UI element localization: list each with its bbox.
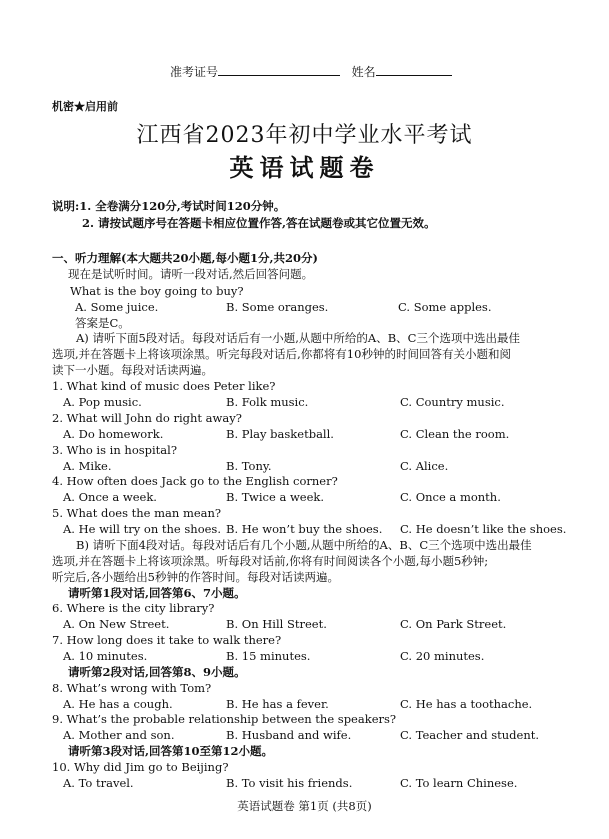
part-a-instructions-1: A) 请听下面5段对话。每段对话后有一小题,从题中所给的A、B、C三个选项中选出最佳 bbox=[76, 331, 520, 345]
sample-question: What is the boy going to buy? bbox=[70, 284, 244, 298]
q9-option-c: C. Teacher and student. bbox=[400, 728, 540, 742]
q8-option-c: C. He has a toothache. bbox=[400, 697, 533, 711]
dialog-1-prompt: 请听第1段对话,回答第6、7小题。 bbox=[68, 586, 246, 600]
q3-option-b: B. Tony. bbox=[226, 459, 272, 473]
question-6: 6. Where is the city library? bbox=[52, 601, 215, 615]
q7-option-c: C. 20 minutes. bbox=[400, 649, 485, 663]
q1-option-a: A. Pop music. bbox=[63, 395, 142, 409]
q2-option-a: A. Do homework. bbox=[63, 427, 164, 441]
part-b-instructions-1: B) 请听下面4段对话。每段对话后有几个小题,从题中所给的A、B、C三个选项中选出最佳 bbox=[76, 538, 532, 552]
q9-option-b: B. Husband and wife. bbox=[226, 728, 352, 742]
q5-option-a: A. He will try on the shoes. bbox=[63, 522, 221, 536]
exam-header bbox=[170, 63, 452, 80]
question-8: 8. What’s wrong with Tom? bbox=[52, 681, 212, 695]
sample-option-c: C. Some apples. bbox=[398, 300, 492, 314]
question-5: 5. What does the man mean? bbox=[52, 506, 222, 520]
q5-option-b: B. He won’t buy the shoes. bbox=[226, 522, 383, 536]
sample-option-b: B. Some oranges. bbox=[226, 300, 329, 314]
exam-number-label: 准考证号 bbox=[170, 65, 219, 79]
page-footer: 英语试题卷 第1页 (共8页) bbox=[237, 799, 372, 813]
exam-number-blank bbox=[218, 65, 340, 76]
q6-option-c: C. On Park Street. bbox=[400, 617, 507, 631]
question-2: 2. What will John do right away? bbox=[52, 411, 242, 425]
q4-option-b: B. Twice a week. bbox=[226, 490, 325, 504]
q8-option-a: A. He has a cough. bbox=[63, 697, 173, 711]
q3-option-a: A. Mike. bbox=[63, 459, 112, 473]
q8-option-b: B. He has a fever. bbox=[226, 697, 329, 711]
part-a-instructions-3: 读下一小题。每段对话读两遍。 bbox=[52, 363, 213, 377]
notes-label: 说明: bbox=[52, 199, 80, 213]
name-label: 姓名 bbox=[351, 65, 376, 79]
question-1: 1. What kind of music does Peter like? bbox=[52, 379, 276, 393]
q6-option-a: A. On New Street. bbox=[63, 617, 170, 631]
question-4: 4. How often does Jack go to the English corner? bbox=[52, 474, 338, 488]
q10-option-b: B. To visit his friends. bbox=[226, 776, 353, 790]
q4-option-c: C. Once a month. bbox=[400, 490, 501, 504]
section-heading: 一、听力理解(本大题共20小题,每小题1分,共20分) bbox=[52, 251, 318, 265]
q2-option-b: B. Play basketball. bbox=[226, 427, 334, 441]
part-b-instructions-3: 听完后,各小题给出5秒钟的作答时间。每段对话读两遍。 bbox=[52, 570, 339, 584]
q3-option-c: C. Alice. bbox=[400, 459, 449, 473]
exam-subtitle: 英语试题卷 bbox=[229, 153, 380, 182]
q6-option-b: B. On Hill Street. bbox=[226, 617, 327, 631]
sample-answer: 答案是C。 bbox=[75, 316, 130, 330]
name-blank bbox=[376, 65, 452, 76]
question-3: 3. Who is in hospital? bbox=[52, 443, 178, 457]
q9-option-a: A. Mother and son. bbox=[63, 728, 175, 742]
part-b-instructions-2: 选项,并在答题卡上将该项涂黑。听每段对话前,你将有时间阅读各个小题,每小题5秒钟; bbox=[52, 554, 489, 568]
exam-title: 江西省2023年初中学业水平考试 bbox=[136, 123, 473, 148]
notes-item-1: 1. 全卷满分120分,考试时间120分钟。 bbox=[79, 199, 286, 213]
q7-option-a: A. 10 minutes. bbox=[63, 649, 148, 663]
confidential-label: 机密★启用前 bbox=[52, 100, 118, 113]
q5-option-c: C. He doesn’t like the shoes. bbox=[400, 522, 567, 536]
section-intro: 现在是试听时间。请听一段对话,然后回答问题。 bbox=[68, 267, 314, 281]
part-a-instructions-2: 选项,并在答题卡上将该项涂黑。听完每段对话后,你都将有10秒钟的时间回答有关小题和阅 bbox=[52, 347, 511, 361]
dialog-2-prompt: 请听第2段对话,回答第8、9小题。 bbox=[68, 665, 246, 679]
dialog-3-prompt: 请听第3段对话,回答第10至第12小题。 bbox=[68, 744, 274, 758]
notes-line1 bbox=[52, 198, 285, 214]
q4-option-a: A. Once a week. bbox=[63, 490, 157, 504]
question-7: 7. How long does it take to walk there? bbox=[52, 633, 282, 647]
question-9: 9. What’s the probable relationship between the speakers? bbox=[52, 712, 397, 726]
question-10: 10. Why did Jim go to Beijing? bbox=[52, 760, 229, 774]
q10-option-a: A. To travel. bbox=[63, 776, 134, 790]
q10-option-c: C. To learn Chinese. bbox=[400, 776, 518, 790]
q1-option-c: C. Country music. bbox=[400, 395, 505, 409]
notes-item-2: 2. 请按试题序号在答题卡相应位置作答,答在试题卷或其它位置无效。 bbox=[82, 216, 436, 230]
q7-option-b: B. 15 minutes. bbox=[226, 649, 311, 663]
sample-option-a: A. Some juice. bbox=[75, 300, 159, 314]
q1-option-b: B. Folk music. bbox=[226, 395, 309, 409]
q2-option-c: C. Clean the room. bbox=[400, 427, 510, 441]
